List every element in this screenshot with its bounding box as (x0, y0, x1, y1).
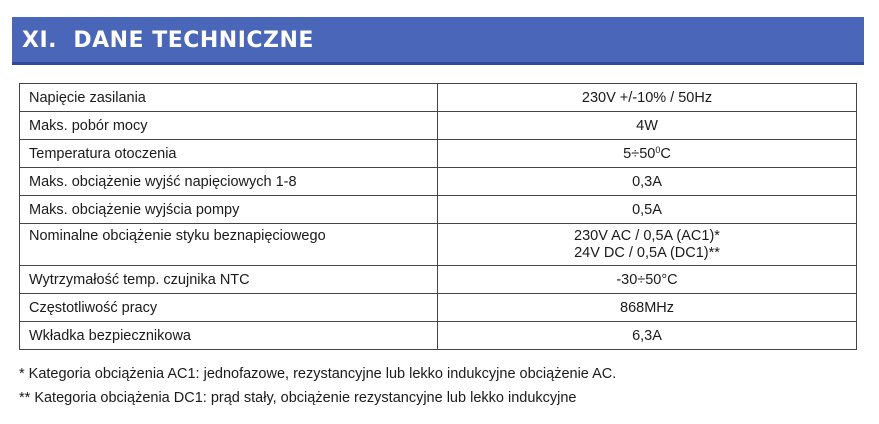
row-label: Maks. pobór mocy (20, 112, 438, 140)
table-row (20, 84, 857, 112)
temp-unit: C (660, 146, 671, 162)
technical-data-table (19, 83, 857, 350)
row-label: Maks. obciążenie wyjścia pompy (20, 196, 438, 224)
row-value: 4W (438, 112, 857, 140)
row-value: 0,5A (438, 196, 857, 224)
row-value: 868MHz (438, 294, 857, 322)
row-value: 0,3A (438, 168, 857, 196)
table-row (20, 112, 857, 140)
row-label: Maks. obciążenie wyjść napięciowych 1-8 (20, 168, 438, 196)
row-value (438, 140, 857, 168)
row-value: 230V +/-10% / 50Hz (438, 84, 857, 112)
row-value: 6,3A (438, 322, 857, 350)
footnotes (19, 362, 616, 410)
table-row (20, 196, 857, 224)
table-row (20, 140, 857, 168)
row-label: Wytrzymałość temp. czujnika NTC (20, 266, 438, 294)
row-value: -30÷50°C (438, 266, 857, 294)
row-label: Nominalne obciążenie styku beznapięciowego (20, 224, 438, 266)
row-label: Napięcie zasilania (20, 84, 438, 112)
row-label: Temperatura otoczenia (20, 140, 438, 168)
value-line-ac: 230V AC / 0,5A (AC1)* (574, 228, 720, 244)
degree-superscript: 0 (655, 145, 661, 155)
section-title: XI. DANE TECHNICZNE (22, 28, 314, 53)
table-row (20, 294, 857, 322)
value-line-dc: 24V DC / 0,5A (DC1)** (574, 245, 720, 261)
table-row (20, 168, 857, 196)
footnote-dc1: ** Kategoria obciążenia DC1: prąd stały, obciążenie rezystancyjne lub lekko indukcyjne (19, 390, 577, 406)
table-row (20, 322, 857, 350)
section-header (12, 17, 864, 65)
footnote-ac1: * Kategoria obciążenia AC1: jednofazowe, rezystancyjne lub lekko indukcyjne obciążenie AC. (19, 366, 617, 382)
table-row (20, 224, 857, 266)
temp-range: 5÷50 (623, 146, 656, 162)
row-label: Częstotliwość pracy (20, 294, 438, 322)
table-row (20, 266, 857, 294)
row-label: Wkładka bezpiecznikowa (20, 322, 438, 350)
row-value (438, 224, 857, 266)
